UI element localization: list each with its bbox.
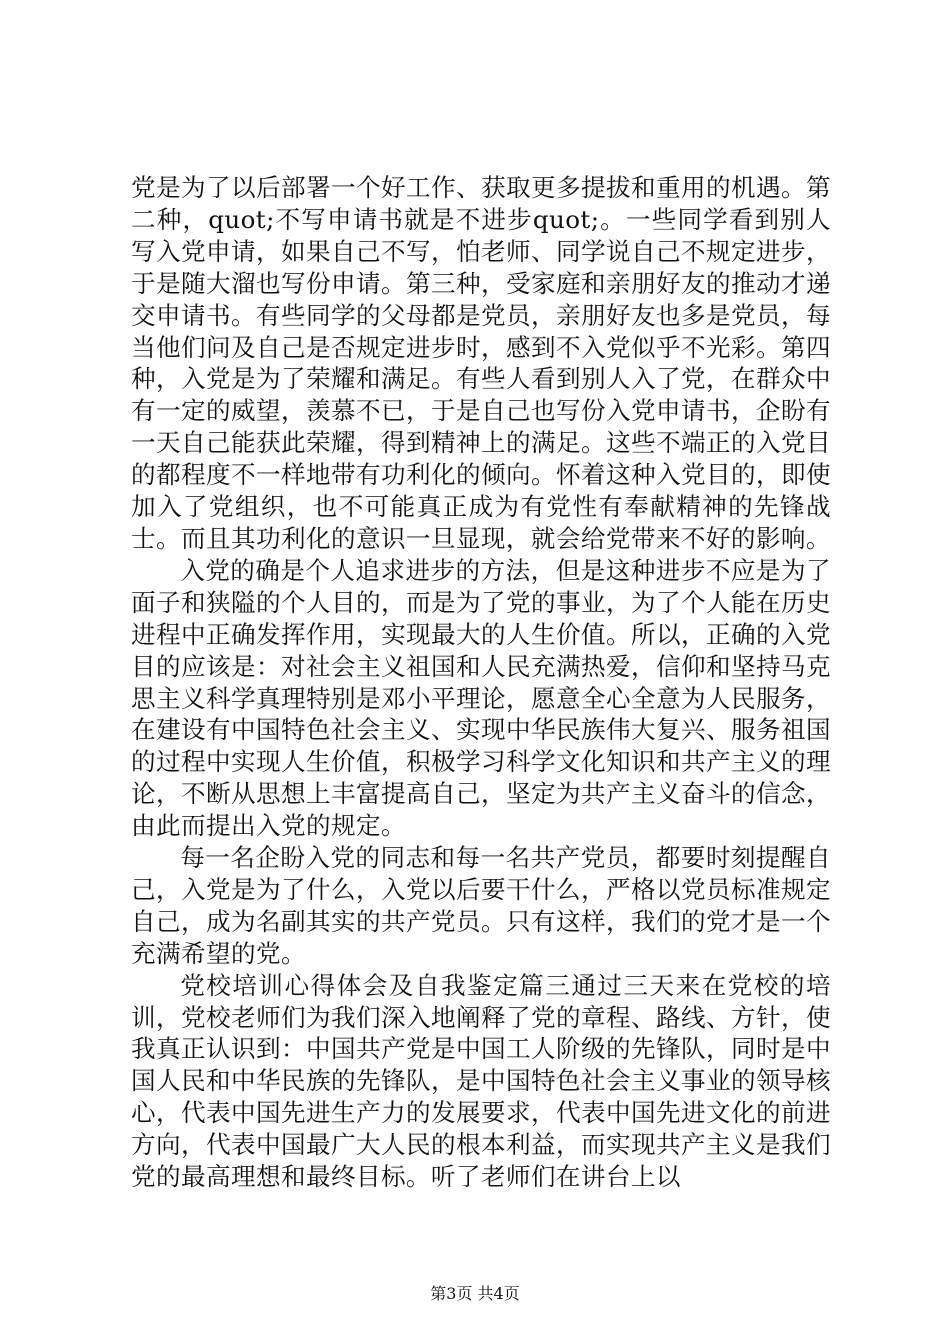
page-footer: 第3页 共4页 <box>430 1284 520 1303</box>
paragraph-3: 每一名企盼入党的同志和每一名共产党员，都要时刻提醒自己，入党是为了什么，入党以后要干什么，严格以党员标准规定自己，成为名副其实的共产党员。只有这样，我们的党才是一个充满希望的党。 <box>131 843 831 968</box>
paragraph-4: 党校培训心得体会及自我鉴定篇三通过三天来在党校的培训，党校老师们为我们深入地阐释了党的章程、路线、方针，使我真正认识到：中国共产党是中国工人阶级的先锋队，同时是中国人民和中华民族的先锋队，是中国特色社会主义事业的领导核心，代表中国先进生产力的发展要求，代表中国先进文化的前进方向，代表中国最广大人民的根本利益，而实现共产主义是我们党的最高理想和最终目标。听了老师们在讲台上以 <box>131 970 831 1192</box>
paragraph-1: 党是为了以后部署一个好工作、获取更多提拔和重用的机遇。第二种，quot;不写申请书就是不进步quot;。一些同学看到别人写入党申请，如果自己不写，怕老师、同学说自己不规定进步，于是随大溜也写份申请。第三种，受家庭和亲朋好友的推动才递交申请书。有些同学的父母都是党员，亲朋好友也多是党员，每当他们问及自己是否规定进步时，感到不入党似乎不光彩。第四种，入党是为了荣耀和满足。有些人看到别人入了党，在群众中有一定的威望，羡慕不已，于是自己也写份入党申请书，企盼有一天自己能获此荣耀，得到精神上的满足。这些不端正的入党目的都程度不一样地带有功利化的倾向。怀着这种入党目的，即使加入了党组织，也不可能真正成为有党性有奉献精神的先锋战士。而且其功利化的意识一旦显现，就会给党带来不好的影响。 <box>131 173 831 553</box>
paragraph-2: 入党的确是个人追求进步的方法，但是这种进步不应是为了面子和狭隘的个人目的，而是为了党的事业，为了个人能在历史进程中正确发挥作用，实现最大的人生价值。所以，正确的入党目的应该是：对社会主义祖国和人民充满热爱，信仰和坚持马克思主义科学真理特别是邓小平理论，愿意全心全意为人民服务，在建设有中国特色社会主义、实现中华民族伟大复兴、服务祖国的过程中实现人生价值，积极学习科学文化知识和共产主义的理论，不断从思想上丰富提高自己，坚定为共产主义奋斗的信念，由此而提出入党的规定。 <box>131 555 831 841</box>
document-body <box>131 172 831 1193</box>
